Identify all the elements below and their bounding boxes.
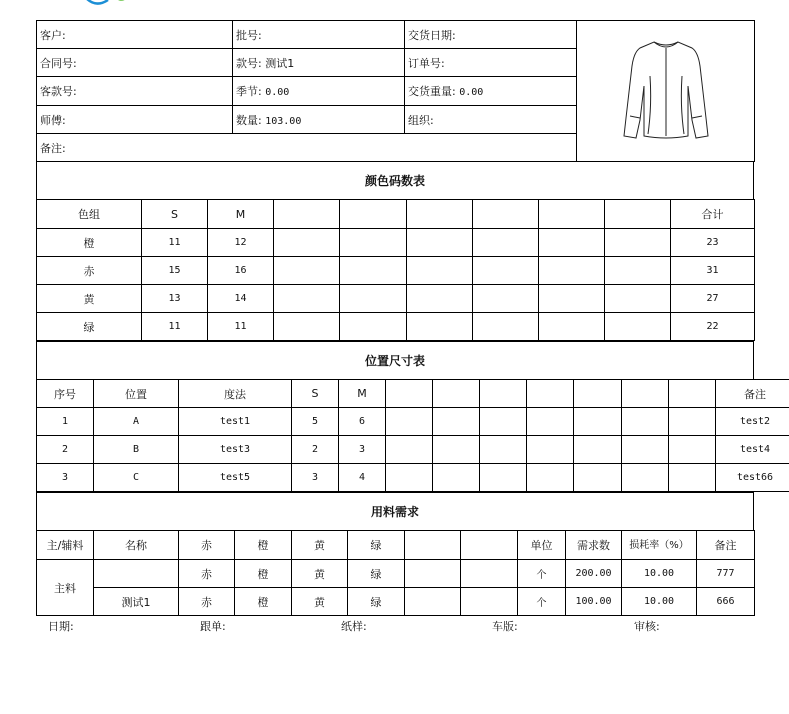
position-table-cell: [386, 464, 433, 492]
color-table-cell: [274, 285, 340, 313]
delivery-weight-field: 交货重量: 0.00: [405, 77, 577, 106]
garment-image-cell: [577, 21, 755, 162]
position-table-cell: 1: [37, 408, 94, 436]
footer-pattern: 纸样:: [341, 620, 367, 633]
footer-review: 审核:: [634, 620, 660, 633]
material-table-cell: 橙: [235, 588, 292, 616]
position-table-header-cell: [527, 380, 574, 408]
footer-follow: 跟单:: [200, 620, 226, 633]
material-table-cell: 666: [697, 588, 755, 616]
position-table-cell: [386, 408, 433, 436]
position-table-cell: 3: [292, 464, 339, 492]
material-table-cell: [94, 560, 179, 588]
color-table-cell: [407, 229, 473, 257]
material-table-header-cell: 损耗率（%）: [622, 531, 697, 560]
material-table-cell: 橙: [235, 560, 292, 588]
material-table-cell: 赤: [179, 560, 235, 588]
position-table-cell: [669, 408, 716, 436]
color-table-title-row: [36, 161, 754, 200]
position-table-cell: [574, 436, 622, 464]
color-table-cell: [274, 229, 340, 257]
position-table-cell: [433, 464, 480, 492]
material-table-cell: 10.00: [622, 560, 697, 588]
customer-style-field: 客款号:: [37, 77, 233, 106]
position-table-row: [37, 464, 789, 492]
material-table-title: 用料需求: [37, 493, 754, 531]
batch-field: 批号:: [233, 21, 405, 49]
material-table-cell: 黄: [292, 588, 348, 616]
material-table-cell: 黄: [292, 560, 348, 588]
material-table-header-cell: 绿: [348, 531, 405, 560]
position-table-cell: test3: [179, 436, 292, 464]
position-table-cell: C: [94, 464, 179, 492]
color-table-header-cell: [274, 200, 340, 229]
quantity-field: 数量: 103.00: [233, 106, 405, 134]
color-table-header-cell: [605, 200, 671, 229]
position-table-header-cell: [574, 380, 622, 408]
color-table-row: [37, 257, 755, 285]
material-table-cell: 绿: [348, 588, 405, 616]
position-table-header-cell: M: [339, 380, 386, 408]
footer-date: 日期:: [48, 620, 74, 633]
customer-field: 客户:: [37, 21, 233, 49]
color-table-row: [37, 229, 755, 257]
position-table-cell: [622, 464, 669, 492]
material-table-cell: [405, 588, 461, 616]
order-number-field: 订单号:: [405, 49, 577, 77]
position-table-header-cell: 度法: [179, 380, 292, 408]
color-table-cell: [539, 229, 605, 257]
position-table-cell: [622, 408, 669, 436]
footer-car: 车版:: [492, 620, 518, 633]
color-table-cell: 22: [671, 313, 755, 341]
position-size-table: [36, 379, 789, 492]
position-table-cell: test66: [716, 464, 789, 492]
material-table-header-cell: 单位: [518, 531, 566, 560]
material-table-header-cell: 赤: [179, 531, 235, 560]
color-table-cell: [274, 257, 340, 285]
color-table-cell: [407, 313, 473, 341]
material-table-cell: 10.00: [622, 588, 697, 616]
color-table-cell: 13: [142, 285, 208, 313]
color-table-cell: [539, 257, 605, 285]
position-table-cell: [480, 408, 527, 436]
material-group-cell: 主料: [37, 560, 94, 616]
material-table-header-cell: 名称: [94, 531, 179, 560]
color-table-cell: [605, 229, 671, 257]
position-table-cell: 6: [339, 408, 386, 436]
color-table-header-row: [37, 200, 755, 229]
color-table-row: [37, 285, 755, 313]
position-table-header-cell: [622, 380, 669, 408]
color-table-header-cell: 合计: [671, 200, 755, 229]
position-table-cell: [669, 436, 716, 464]
color-size-table: [36, 199, 755, 341]
color-table-cell: [605, 313, 671, 341]
position-table-cell: [433, 436, 480, 464]
position-table-cell: test5: [179, 464, 292, 492]
material-table-cell: 777: [697, 560, 755, 588]
position-table-cell: 5: [292, 408, 339, 436]
position-table-header-cell: [433, 380, 480, 408]
material-table-cell: [461, 560, 518, 588]
material-table-row: [37, 560, 755, 588]
position-table-cell: [480, 436, 527, 464]
order-header-table: [36, 20, 755, 162]
season-field: 季节: 0.00: [233, 77, 405, 106]
position-table-row: [37, 408, 789, 436]
material-table-header-cell: [405, 531, 461, 560]
color-table-cell: 15: [142, 257, 208, 285]
color-table-cell: 橙: [37, 229, 142, 257]
material-table-header-row: [37, 531, 755, 560]
position-table-cell: [527, 436, 574, 464]
remark-field: 备注:: [37, 134, 577, 162]
material-table-cell: [461, 588, 518, 616]
position-table-title: 位置尺寸表: [37, 342, 754, 380]
color-table-cell: 11: [208, 313, 274, 341]
position-table-cell: A: [94, 408, 179, 436]
color-table-header-cell: 色组: [37, 200, 142, 229]
position-table-cell: test1: [179, 408, 292, 436]
color-table-cell: [407, 257, 473, 285]
color-table-cell: 11: [142, 229, 208, 257]
color-table-cell: [473, 313, 539, 341]
position-table-header-cell: [669, 380, 716, 408]
material-table-cell: 绿: [348, 560, 405, 588]
position-table-header-cell: 位置: [94, 380, 179, 408]
material-table-header-cell: 黄: [292, 531, 348, 560]
position-table-header-cell: S: [292, 380, 339, 408]
material-table: [36, 530, 755, 616]
position-table-cell: [527, 408, 574, 436]
color-table-header-cell: [407, 200, 473, 229]
material-table-cell: 个: [518, 560, 566, 588]
color-table-cell: [473, 229, 539, 257]
color-table-cell: [340, 257, 407, 285]
garment-sketch-image: [616, 36, 716, 144]
position-table-header-row: [37, 380, 789, 408]
material-table-cell: 个: [518, 588, 566, 616]
color-table-cell: [473, 285, 539, 313]
material-table-cell: 200.00: [566, 560, 622, 588]
color-table-header-cell: [473, 200, 539, 229]
color-table-cell: 23: [671, 229, 755, 257]
material-table-header-cell: 需求数: [566, 531, 622, 560]
position-table-cell: [527, 464, 574, 492]
color-table-cell: [340, 229, 407, 257]
style-field: 款号: 测试1: [233, 49, 405, 77]
position-table-cell: [622, 436, 669, 464]
structure-field: 组织:: [405, 106, 577, 134]
material-table-cell: [405, 560, 461, 588]
color-table-cell: [539, 313, 605, 341]
position-table-cell: [433, 408, 480, 436]
color-table-cell: [407, 285, 473, 313]
company-logo: [82, 0, 132, 6]
position-table-header-cell: [386, 380, 433, 408]
position-table-cell: 3: [37, 464, 94, 492]
material-table-cell: 赤: [179, 588, 235, 616]
position-table-title-row: [36, 341, 754, 380]
material-table-cell: 测试1: [94, 588, 179, 616]
color-table-cell: [340, 285, 407, 313]
color-table-row: [37, 313, 755, 341]
material-table-header-cell: 备注: [697, 531, 755, 560]
color-table-cell: 31: [671, 257, 755, 285]
material-table-header-cell: 主/辅料: [37, 531, 94, 560]
color-table-cell: 黄: [37, 285, 142, 313]
delivery-date-field: 交货日期:: [405, 21, 577, 49]
color-table-cell: 16: [208, 257, 274, 285]
position-table-cell: [386, 436, 433, 464]
position-table-cell: [574, 408, 622, 436]
material-table-row: [37, 588, 755, 616]
color-table-cell: 11: [142, 313, 208, 341]
position-table-cell: 4: [339, 464, 386, 492]
master-field: 师傅:: [37, 106, 233, 134]
color-table-header-cell: [340, 200, 407, 229]
color-table-cell: [539, 285, 605, 313]
position-table-cell: 2: [292, 436, 339, 464]
color-table-header-cell: M: [208, 200, 274, 229]
material-table-title-row: [36, 492, 754, 531]
color-table-cell: 27: [671, 285, 755, 313]
color-table-cell: [605, 257, 671, 285]
position-table-cell: [669, 464, 716, 492]
position-table-cell: [480, 464, 527, 492]
position-table-cell: 3: [339, 436, 386, 464]
color-table-header-cell: S: [142, 200, 208, 229]
color-table-cell: [274, 313, 340, 341]
color-table-cell: [473, 257, 539, 285]
position-table-header-cell: [480, 380, 527, 408]
color-table-cell: 12: [208, 229, 274, 257]
position-table-cell: [574, 464, 622, 492]
position-table-header-cell: 序号: [37, 380, 94, 408]
position-table-cell: B: [94, 436, 179, 464]
color-table-title: 颜色码数表: [37, 162, 754, 200]
position-table-cell: test4: [716, 436, 789, 464]
contract-field: 合同号:: [37, 49, 233, 77]
position-table-cell: test2: [716, 408, 789, 436]
color-table-cell: [605, 285, 671, 313]
material-table-header-cell: [461, 531, 518, 560]
color-table-cell: 绿: [37, 313, 142, 341]
material-table-header-cell: 橙: [235, 531, 292, 560]
position-table-cell: 2: [37, 436, 94, 464]
color-table-header-cell: [539, 200, 605, 229]
color-table-cell: [340, 313, 407, 341]
color-table-cell: 赤: [37, 257, 142, 285]
position-table-row: [37, 436, 789, 464]
position-table-header-cell: 备注: [716, 380, 789, 408]
color-table-cell: 14: [208, 285, 274, 313]
material-table-cell: 100.00: [566, 588, 622, 616]
